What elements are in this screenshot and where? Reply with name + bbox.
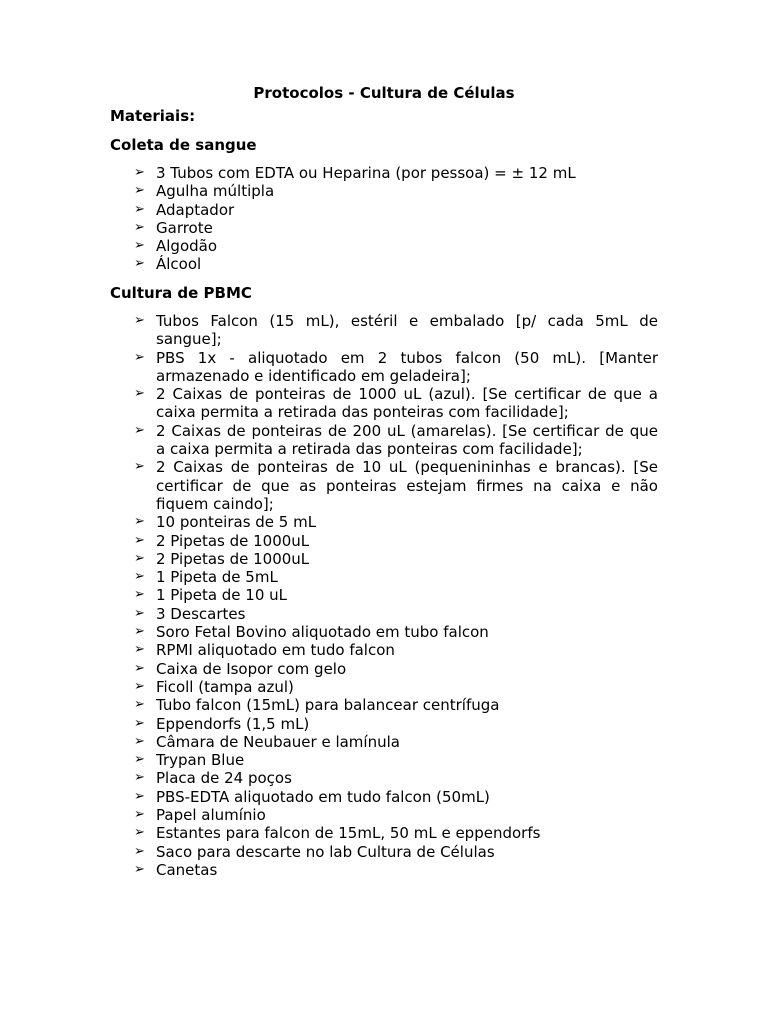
list-item-text: Saco para descarte no lab Cultura de Células	[156, 842, 495, 861]
list-item-text: PBS-EDTA aliquotado em tudo falcon (50mL)	[156, 787, 490, 806]
arrow-bullet-icon: ➢	[134, 514, 145, 530]
list-item	[132, 696, 658, 714]
arrow-bullet-icon: ➢	[134, 349, 145, 365]
list-item	[132, 751, 658, 769]
list-item	[132, 678, 658, 696]
arrow-bullet-icon: ➢	[134, 807, 145, 823]
list-item-text: 1 Pipeta de 5mL	[156, 568, 278, 587]
list-item	[132, 568, 658, 586]
list-item	[132, 824, 658, 842]
arrow-bullet-icon: ➢	[134, 256, 145, 272]
list-item-text: PBS 1x - aliquotado em 2 tubos falcon (50 mL). [Manter armazenado e identificado em geladeira];	[156, 348, 658, 385]
list-item	[132, 861, 658, 879]
list-item-text: 2 Pipetas de 1000uL	[156, 549, 310, 568]
list-item	[132, 660, 658, 678]
list-item-text: 3 Descartes	[156, 604, 246, 623]
arrow-bullet-icon: ➢	[134, 386, 145, 402]
list-item-text: Adaptador	[156, 200, 235, 219]
arrow-bullet-icon: ➢	[134, 569, 145, 585]
list-item-text: 2 Caixas de ponteiras de 200 uL (amarelas). [Se certificar de que a caixa permita a retirada das ponteiras com facilidade];	[156, 421, 658, 459]
list-item	[132, 219, 658, 237]
list-item	[132, 513, 658, 531]
list-item-text: Trypan Blue	[156, 751, 245, 770]
list-item-text: RPMI aliquotado em tudo falcon	[156, 641, 395, 660]
list-item	[132, 733, 658, 751]
list-item-text: Algodão	[156, 237, 218, 256]
list-item	[132, 532, 658, 550]
arrow-bullet-icon: ➢	[134, 605, 145, 621]
arrow-bullet-icon: ➢	[134, 183, 145, 199]
list-item	[132, 385, 658, 422]
materials-heading: Materiais:	[110, 107, 196, 125]
document-title: Protocolos - Cultura de Células	[253, 84, 515, 102]
list-item	[132, 715, 658, 733]
arrow-bullet-icon: ➢	[134, 843, 145, 859]
arrow-bullet-icon: ➢	[134, 624, 145, 640]
list-item-text: Placa de 24 poços	[156, 769, 292, 788]
list-item-text: 1 Pipeta de 10 uL	[156, 586, 288, 605]
list-item	[132, 788, 658, 806]
arrow-bullet-icon: ➢	[134, 313, 145, 328]
arrow-bullet-icon: ➢	[134, 770, 145, 786]
list-item-text: Caixa de Isopor com gelo	[156, 659, 347, 678]
arrow-bullet-icon: ➢	[134, 550, 145, 566]
arrow-bullet-icon: ➢	[134, 733, 145, 749]
list-item	[132, 349, 658, 386]
arrow-bullet-icon: ➢	[134, 587, 145, 603]
arrow-bullet-icon: ➢	[134, 219, 145, 235]
list-item	[132, 182, 658, 200]
list-item	[132, 806, 658, 824]
list-item-text: Tubo falcon (15mL) para balancear centrífuga	[156, 696, 500, 715]
list-item	[132, 164, 658, 182]
list-item	[132, 550, 658, 568]
arrow-bullet-icon: ➢	[134, 532, 145, 548]
list-item	[132, 422, 658, 459]
list-item	[132, 843, 658, 861]
list-item-text: Papel alumínio	[156, 806, 266, 825]
list-item-text: Canetas	[156, 860, 218, 879]
list-item-text: Câmara de Neubauer e lamínula	[156, 732, 400, 751]
list-item-text: Eppendorfs (1,5 mL)	[156, 714, 310, 733]
list-item-text: 3 Tubos com EDTA ou Heparina (por pessoa) = ± 12 mL	[156, 164, 576, 182]
list-item-text: 2 Caixas de ponteiras de 1000 uL (azul). [Se certificar de que a caixa permita a retirada das ponteiras com facilidade];	[156, 385, 658, 422]
section-heading-coleta: Coleta de sangue	[110, 136, 257, 154]
section-heading-pbmc: Cultura de PBMC	[110, 284, 252, 302]
list-item-text: Agulha múltipla	[156, 182, 275, 201]
list-item-text: Estantes para falcon de 15mL, 50 mL e eppendorfs	[156, 824, 541, 843]
list-item	[132, 586, 658, 604]
list-item	[132, 312, 658, 349]
arrow-bullet-icon: ➢	[134, 715, 145, 731]
list-item-text: Soro Fetal Bovino aliquotado em tubo falcon	[156, 623, 489, 642]
arrow-bullet-icon: ➢	[134, 422, 145, 438]
pbmc-list	[132, 312, 658, 879]
arrow-bullet-icon: ➢	[134, 459, 145, 475]
list-item	[132, 623, 658, 641]
arrow-bullet-icon: ➢	[134, 201, 145, 217]
list-item-text: 10 ponteiras de 5 mL	[156, 513, 317, 532]
arrow-bullet-icon: ➢	[134, 678, 145, 694]
list-item-text: Garrote	[156, 218, 213, 237]
list-item-text: Tubos Falcon (15 mL), estéril e embalado [p/ cada 5mL de sangue];	[156, 312, 658, 349]
arrow-bullet-icon: ➢	[134, 861, 145, 877]
arrow-bullet-icon: ➢	[134, 825, 145, 841]
list-item-text: Ficoll (tampa azul)	[156, 677, 294, 696]
list-item	[132, 769, 658, 787]
list-item	[132, 641, 658, 659]
arrow-bullet-icon: ➢	[134, 165, 145, 180]
list-item	[132, 605, 658, 623]
arrow-bullet-icon: ➢	[134, 752, 145, 768]
arrow-bullet-icon: ➢	[134, 660, 145, 676]
arrow-bullet-icon: ➢	[134, 697, 145, 713]
list-item	[132, 201, 658, 219]
arrow-bullet-icon: ➢	[134, 238, 145, 254]
list-item-text: Álcool	[156, 255, 202, 274]
arrow-bullet-icon: ➢	[134, 642, 145, 658]
list-item-text: 2 Caixas de ponteiras de 10 uL (pequenininhas e brancas). [Se certificar de que as ponteiras estejam firmes na caixa e não fiquem caindo];	[156, 458, 658, 513]
list-item-text: 2 Pipetas de 1000uL	[156, 531, 310, 550]
coleta-list	[132, 164, 658, 274]
list-item	[132, 237, 658, 255]
list-item	[132, 458, 658, 513]
arrow-bullet-icon: ➢	[134, 788, 145, 804]
list-item	[132, 255, 658, 273]
